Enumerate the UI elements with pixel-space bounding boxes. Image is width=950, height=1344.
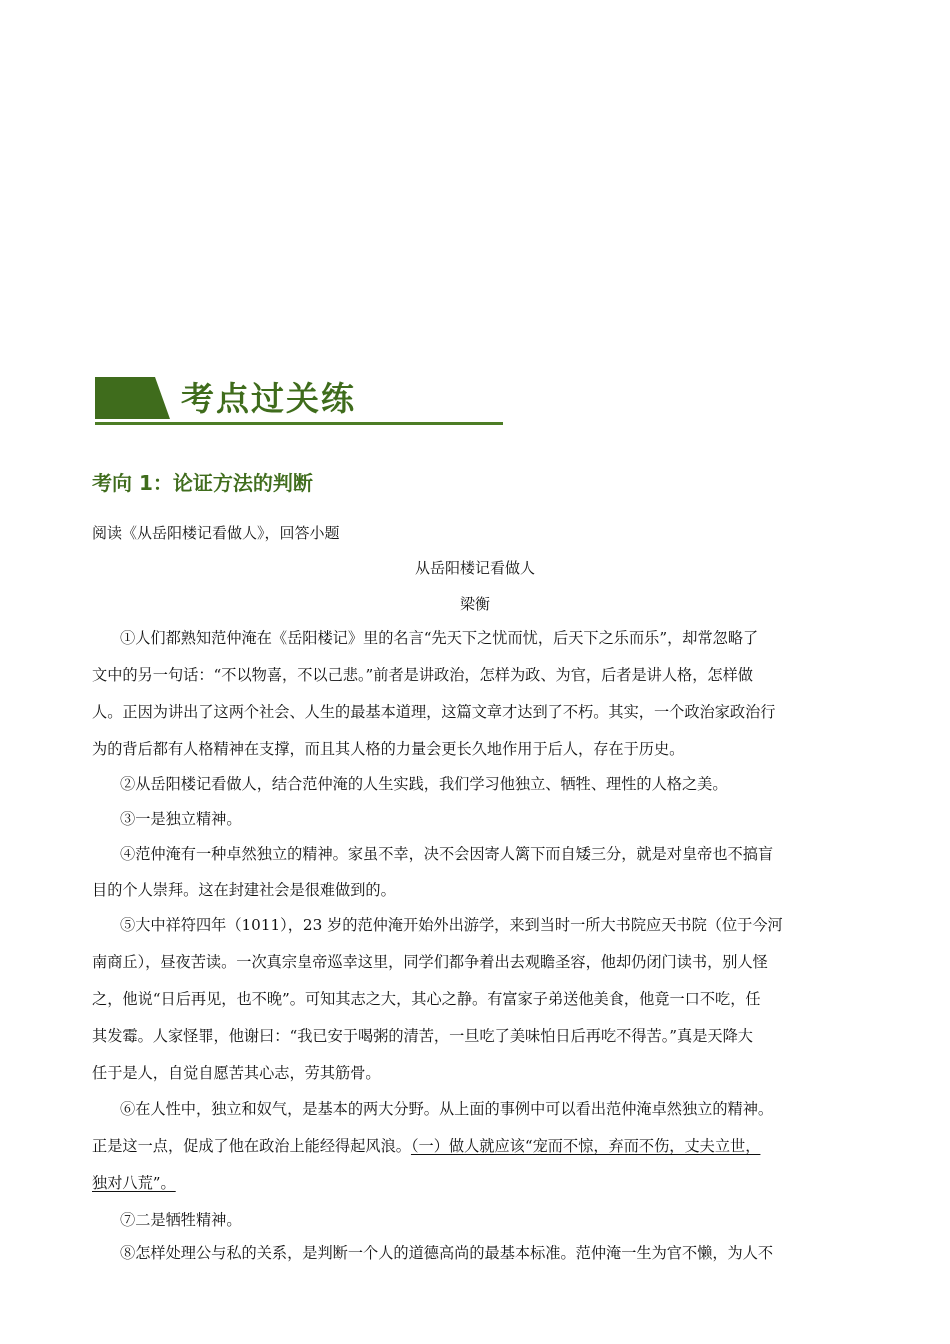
paragraph-line: 目的个人崇拜。这在封建社会是很难做到的。 <box>92 881 396 899</box>
paragraph-line: 其发霉。人家怪罪，他谢曰：“我已安于喝粥的清苦，一旦吃了美味怕日后再吃不得苦。”真是天降大 <box>92 1027 753 1045</box>
paragraph-line: 任于是人，自觉自愿苦其心志，劳其筋骨。 <box>92 1064 381 1082</box>
paragraph-line: ③一是独立精神。 <box>120 810 242 828</box>
banner-block <box>95 377 170 419</box>
paragraph-line: 南商丘），昼夜苦读。一次真宗皇帝巡幸这里，同学们都争着出去观瞻圣容，他却仍闭门读书，别人怪 <box>92 953 768 971</box>
paragraph-line: 为的背后都有人格精神在支撑，而且其人格的力量会更长久地作用于后人，存在于历史。 <box>92 740 685 758</box>
paragraph-line: 人。正因为讲出了这两个社会、人生的最基本道理，这篇文章才达到了不朽。其实，一个政治家政治行 <box>92 703 776 721</box>
paragraph-line: ①人们都熟知范仲淹在《岳阳楼记》里的名言“先天下之忧而忧，后天下之乐而乐”，却常忽略了 <box>120 629 759 647</box>
article-title: 从岳阳楼记看做人 <box>414 559 535 577</box>
underlined-sentence: 独对八荒”。 <box>92 1174 176 1192</box>
underlined-sentence: （一）做人就应该“宠而不惊，弃而不伤，丈夫立世， <box>410 1137 761 1155</box>
intro-text: 阅读《从岳阳楼记看做人》，回答小题 <box>92 524 340 542</box>
paragraph-line: 文中的另一句话：“不以物喜，不以己悲。”前者是讲政治，怎样为政、为官，后者是讲人格，怎样做 <box>92 666 753 684</box>
paragraph-line: ⑤大中祥符四年（1011），23 岁的范仲淹开始外出游学，来到当时一所大书院应天书院（位于今河 <box>120 916 783 934</box>
paragraph-line: ④范仲淹有一种卓然独立的精神。家虽不幸，决不会因寄人篱下而自矮三分，就是对皇帝也不搞盲 <box>120 845 774 863</box>
banner-underline <box>95 422 503 425</box>
article-author: 梁衡 <box>459 595 490 613</box>
paragraph-line: ⑧怎样处理公与私的关系，是判断一个人的道德高尚的最基本标准。范仲淹一生为官不懒，为人不 <box>120 1244 774 1262</box>
paragraph-line <box>92 1135 760 1156</box>
section-heading: 考向 1：论证方法的判断 <box>92 471 313 495</box>
paragraph-line <box>92 1172 176 1193</box>
paragraph-line: ②从岳阳楼记看做人，结合范仲淹的人生实践，我们学习他独立、牺牲、理性的人格之美。 <box>120 775 728 793</box>
section-banner <box>95 377 505 429</box>
paragraph-line: ⑥在人性中，独立和奴气，是基本的两大分野。从上面的事例中可以看出范仲淹卓然独立的精神。 <box>120 1100 774 1118</box>
paragraph-line: 之，他说“日后再见，也不晚”。可知其志之大，其心之静。有富家子弟送他美食，他竟一口不吃，任 <box>92 990 761 1008</box>
paragraph-line: ⑦二是牺牲精神。 <box>120 1211 242 1229</box>
paragraph-text: 正是这一点，促成了他在政治上能经得起风浪。 <box>92 1137 411 1155</box>
banner-title: 考点过关练 <box>181 379 356 418</box>
